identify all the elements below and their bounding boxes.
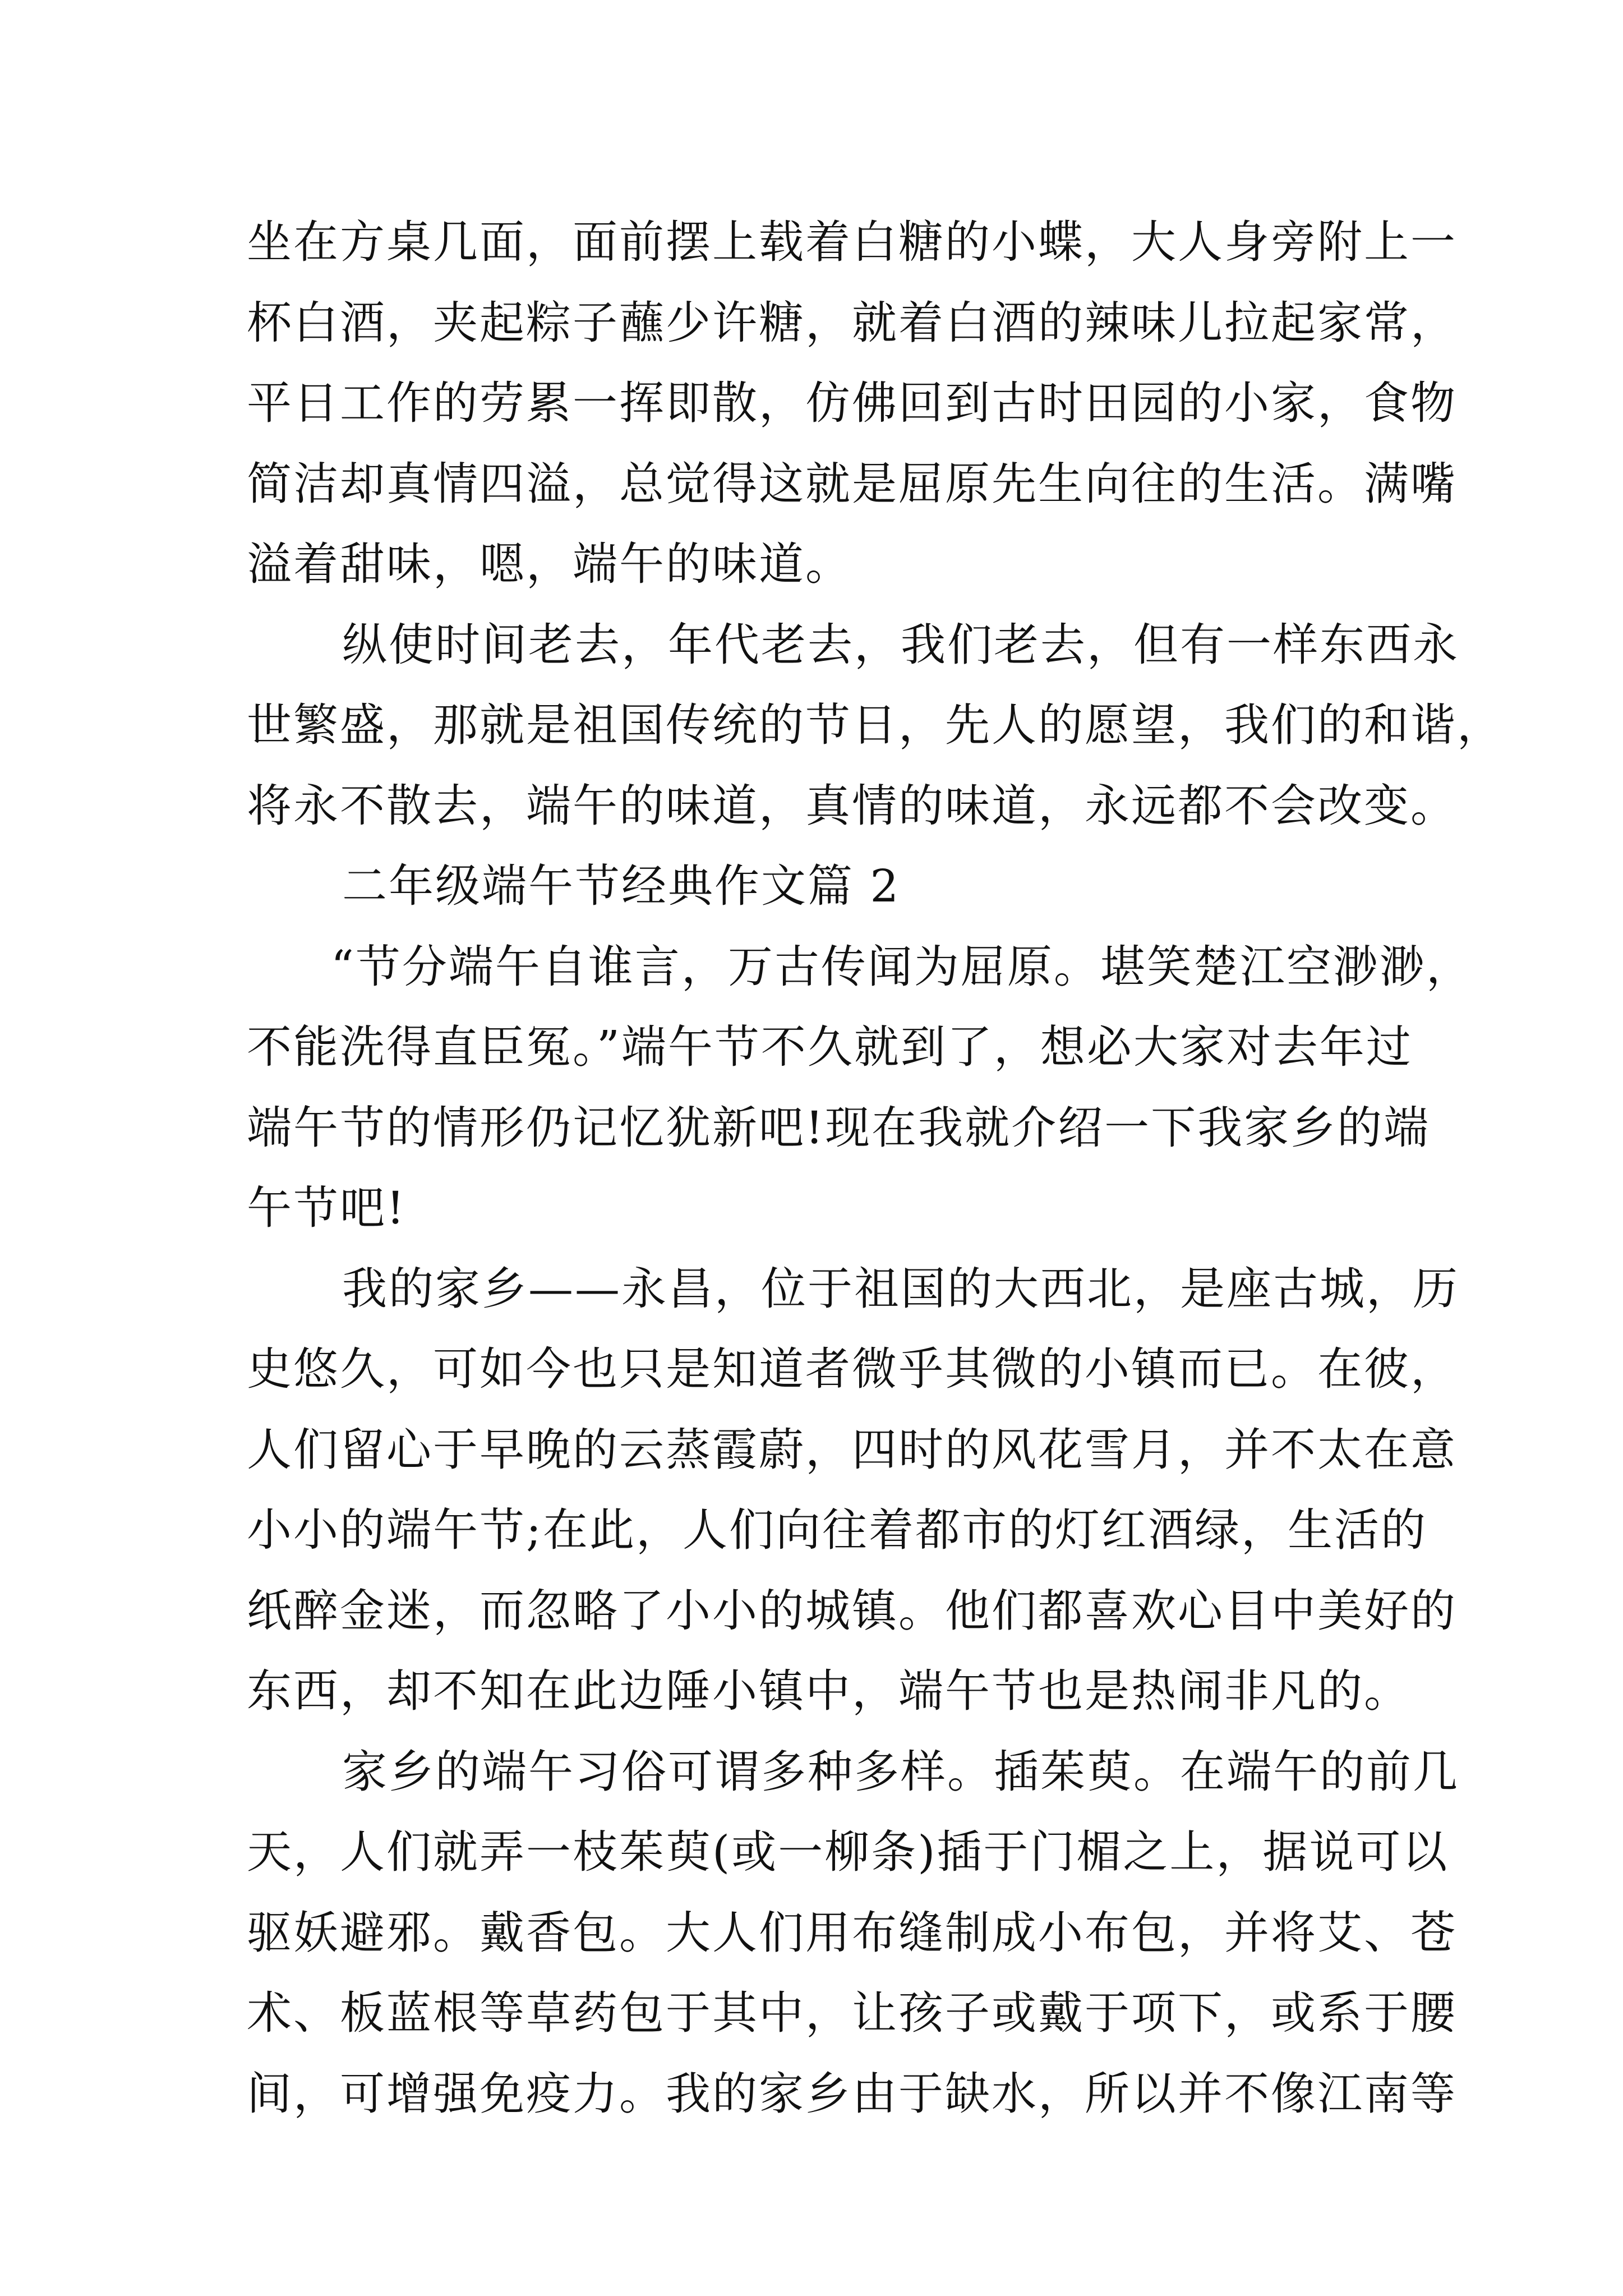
text-line: 杯白酒，夹起粽子蘸少许糖，就着白酒的辣味儿拉起家常， (247, 296, 1457, 349)
paragraph-first-line: “节分端午自谁言，万古传闻为屈原。堪笑楚江空渺渺， (331, 940, 1473, 993)
text-line: 间，可增强免疫力。我的家乡由于缺水，所以并不像江南等 (247, 2067, 1457, 2120)
section-heading: 二年级端午节经典作文篇 2 (342, 860, 901, 912)
text-line: 世繁盛，那就是祖国传统的节日，先人的愿望，我们的和谐， (247, 699, 1504, 751)
paragraph-first-line: 家乡的端午习俗可谓多种多样。插茱萸。在端午的前几 (342, 1745, 1459, 1798)
text-line: 术、板蓝根等草药包于其中，让孩子或戴于项下，或系于腰 (247, 1987, 1457, 2039)
text-line: 午节吧! (247, 1182, 407, 1234)
text-line: 简洁却真情四溢，总觉得这就是屈原先生向往的生活。满嘴 (247, 457, 1457, 510)
paragraph-first-line: 纵使时间老去，年代老去，我们老去，但有一样东西永 (342, 618, 1459, 671)
text-line: 将永不散去，端午的味道，真情的味道，永远都不会改变。 (247, 779, 1457, 832)
text-line: 史悠久，可如今也只是知道者微乎其微的小镇而已。在彼， (247, 1343, 1457, 1395)
text-line: 小小的端午节;在此，人们向往着都市的灯红酒绿，生活的 (247, 1504, 1427, 1556)
text-line: 平日工作的劳累一挥即散，仿佛回到古时田园的小家，食物 (247, 377, 1457, 429)
text-line: 天，人们就弄一枝茱萸(或一柳条)插于门楣之上，据说可以 (247, 1826, 1449, 1878)
paragraph-first-line: 我的家乡——永昌，位于祖国的大西北，是座古城，历 (342, 1262, 1459, 1315)
text-line: 端午节的情形仍记忆犹新吧!现在我就介绍一下我家乡的端 (247, 1101, 1431, 1154)
document-body (247, 202, 1504, 2134)
text-line: 不能洗得直臣冤。”端午节不久就到了，想必大家对去年过 (247, 1021, 1413, 1073)
text-line: 溢着甜味，嗯，端午的味道。 (247, 538, 852, 590)
text-line: 纸醉金迷，而忽略了小小的城镇。他们都喜欢心目中美好的 (247, 1584, 1457, 1637)
text-line: 人们留心于早晚的云蒸霞蔚，四时的风花雪月，并不太在意 (247, 1423, 1457, 1476)
text-line: 坐在方桌几面，面前摆上载着白糖的小蝶，大人身旁附上一 (247, 216, 1457, 268)
text-line: 东西，却不知在此边陲小镇中，端午节也是热闹非凡的。 (247, 1665, 1410, 1717)
text-line: 驱妖避邪。戴香包。大人们用布缝制成小布包，并将艾、苍 (247, 1906, 1457, 1959)
